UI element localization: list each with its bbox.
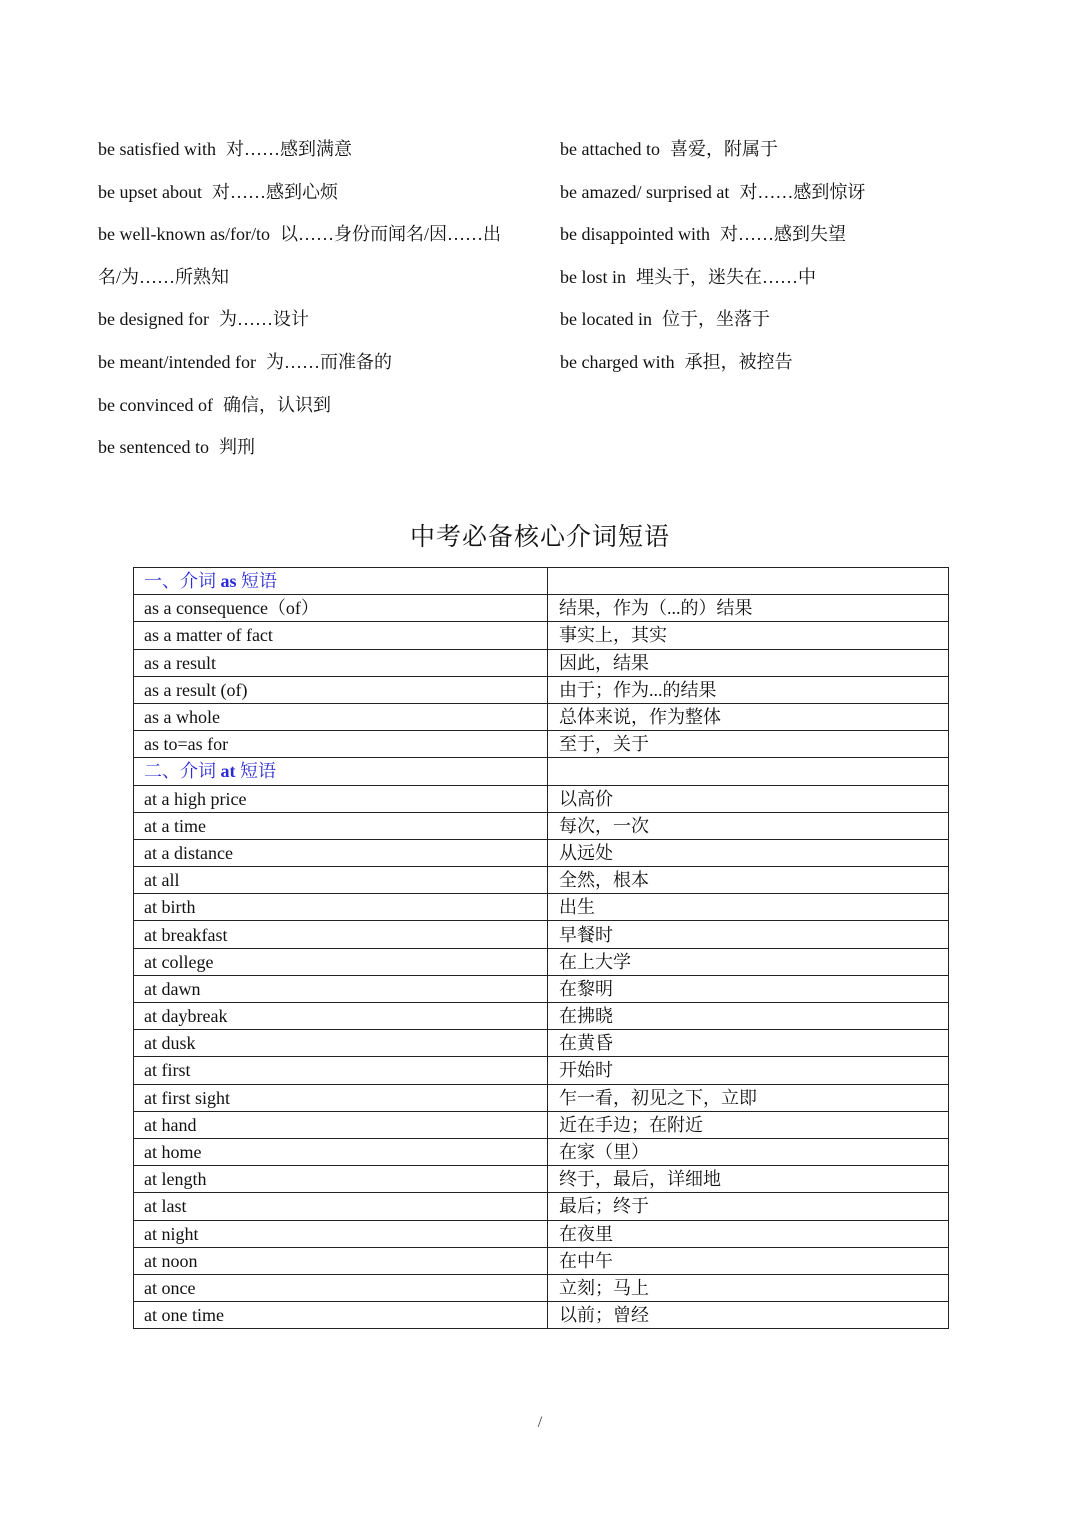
phrase-item: be convinced of 确信，认识到 [98,394,331,415]
phrase-column-right [560,128,990,384]
phrase-item: be amazed/ surprised at 对……感到惊讶 [560,181,866,202]
phrase-cell: as a result [134,649,548,676]
phrase-cell: as a whole [134,703,548,730]
phrase-column-left [98,128,528,469]
phrase-cell: at one time [134,1302,548,1329]
section-header-row [134,758,949,785]
meaning-cell: 在家（里） [548,1138,949,1165]
section-header-blank [548,568,949,595]
preposition-phrase-table [133,567,949,1329]
table-row [134,1003,949,1030]
meaning-cell: 从远处 [548,839,949,866]
table-row [134,649,949,676]
table-row [134,676,949,703]
meaning-cell: 在中午 [548,1247,949,1274]
table-row [134,975,949,1002]
phrase-item: be sentenced to 判刑 [98,437,255,458]
phrase-item-continuation: 名/为……所熟知 [98,266,230,287]
phrase-cell: at daybreak [134,1003,548,1030]
meaning-cell: 总体来说，作为整体 [548,703,949,730]
meaning-cell: 在黎明 [548,975,949,1002]
table-row [134,1138,949,1165]
meaning-cell: 结果，作为（...的）结果 [548,595,949,622]
meaning-cell: 由于；作为...的结果 [548,676,949,703]
section-header-blank [548,758,949,785]
meaning-cell: 因此，结果 [548,649,949,676]
table-row [134,1084,949,1111]
meaning-cell: 在夜里 [548,1220,949,1247]
phrase-item: be attached to 喜爱，附属于 [560,139,778,159]
meaning-cell: 乍一看，初见之下，立即 [548,1084,949,1111]
phrase-cell: at birth [134,894,548,921]
table-row [134,1166,949,1193]
phrase-item: be disappointed with 对……感到失望 [560,224,846,245]
meaning-cell: 事实上，其实 [548,622,949,649]
meaning-cell: 以前；曾经 [548,1302,949,1329]
phrase-cell: at a time [134,812,548,839]
phrase-cell: as a result (of) [134,676,548,703]
meaning-cell: 至于，关于 [548,731,949,758]
meaning-cell: 出生 [548,894,949,921]
table-row [134,1111,949,1138]
phrase-item: be located in 位于，坐落于 [560,309,770,330]
table-title: 中考必备核心介词短语 [409,524,670,551]
phrase-item: be upset about 对……感到心烦 [98,181,338,202]
section-header: 一、介词 as 短语 [134,568,548,595]
phrase-cell: as a consequence（of） [134,595,548,622]
phrase-cell: at first sight [134,1084,548,1111]
phrase-cell: at all [134,867,548,894]
table-row [134,1274,949,1301]
table-row [134,894,949,921]
table-row [134,785,949,812]
table-row [134,731,949,758]
phrase-item: be satisfied with 对……感到满意 [98,139,352,159]
table-row [134,622,949,649]
meaning-cell: 在上大学 [548,948,949,975]
phrase-cell: at noon [134,1247,548,1274]
phrase-cell: at dawn [134,975,548,1002]
phrase-cell: at a high price [134,785,548,812]
table-row [134,1247,949,1274]
phrase-item: be lost in 埋头于，迷失在……中 [560,266,816,287]
phrase-cell: as to=as for [134,731,548,758]
meaning-cell: 在拂晓 [548,1003,949,1030]
meaning-cell: 在黄昏 [548,1030,949,1057]
table-row [134,867,949,894]
meaning-cell: 以高价 [548,785,949,812]
meaning-cell: 开始时 [548,1057,949,1084]
phrase-cell: as a matter of fact [134,622,548,649]
phrase-cell: at dusk [134,1030,548,1057]
phrase-cell: at first [134,1057,548,1084]
meaning-cell: 早餐时 [548,921,949,948]
phrase-cell: at hand [134,1111,548,1138]
phrase-cell: at college [134,948,548,975]
phrase-cell: at a distance [134,839,548,866]
page-number: / [537,1414,543,1431]
table-row [134,1220,949,1247]
meaning-cell: 立刻；马上 [548,1274,949,1301]
phrase-item: be meant/intended for 为……而准备的 [98,351,392,372]
phrase-cell: at night [134,1220,548,1247]
section-header: 二、介词 at 短语 [134,758,548,785]
table-row [134,595,949,622]
table-row [134,1193,949,1220]
phrase-item: be charged with 承担，被控告 [560,351,793,372]
meaning-cell: 近在手边；在附近 [548,1111,949,1138]
phrase-item: be designed for 为……设计 [98,309,309,330]
meaning-cell: 终于，最后，详细地 [548,1166,949,1193]
table-row [134,1302,949,1329]
table-row [134,703,949,730]
phrase-item: be well-known as/for/to 以……身份而闻名/因……出 [98,224,501,245]
phrase-cell: at breakfast [134,921,548,948]
phrase-cell: at length [134,1166,548,1193]
phrase-cell: at once [134,1274,548,1301]
table-row [134,839,949,866]
table-row [134,921,949,948]
meaning-cell: 每次，一次 [548,812,949,839]
section-header-row [134,568,949,595]
phrase-cell: at last [134,1193,548,1220]
table-row [134,812,949,839]
table-row [134,1030,949,1057]
table-row [134,948,949,975]
meaning-cell: 全然，根本 [548,867,949,894]
table-row [134,1057,949,1084]
phrase-cell: at home [134,1138,548,1165]
meaning-cell: 最后；终于 [548,1193,949,1220]
